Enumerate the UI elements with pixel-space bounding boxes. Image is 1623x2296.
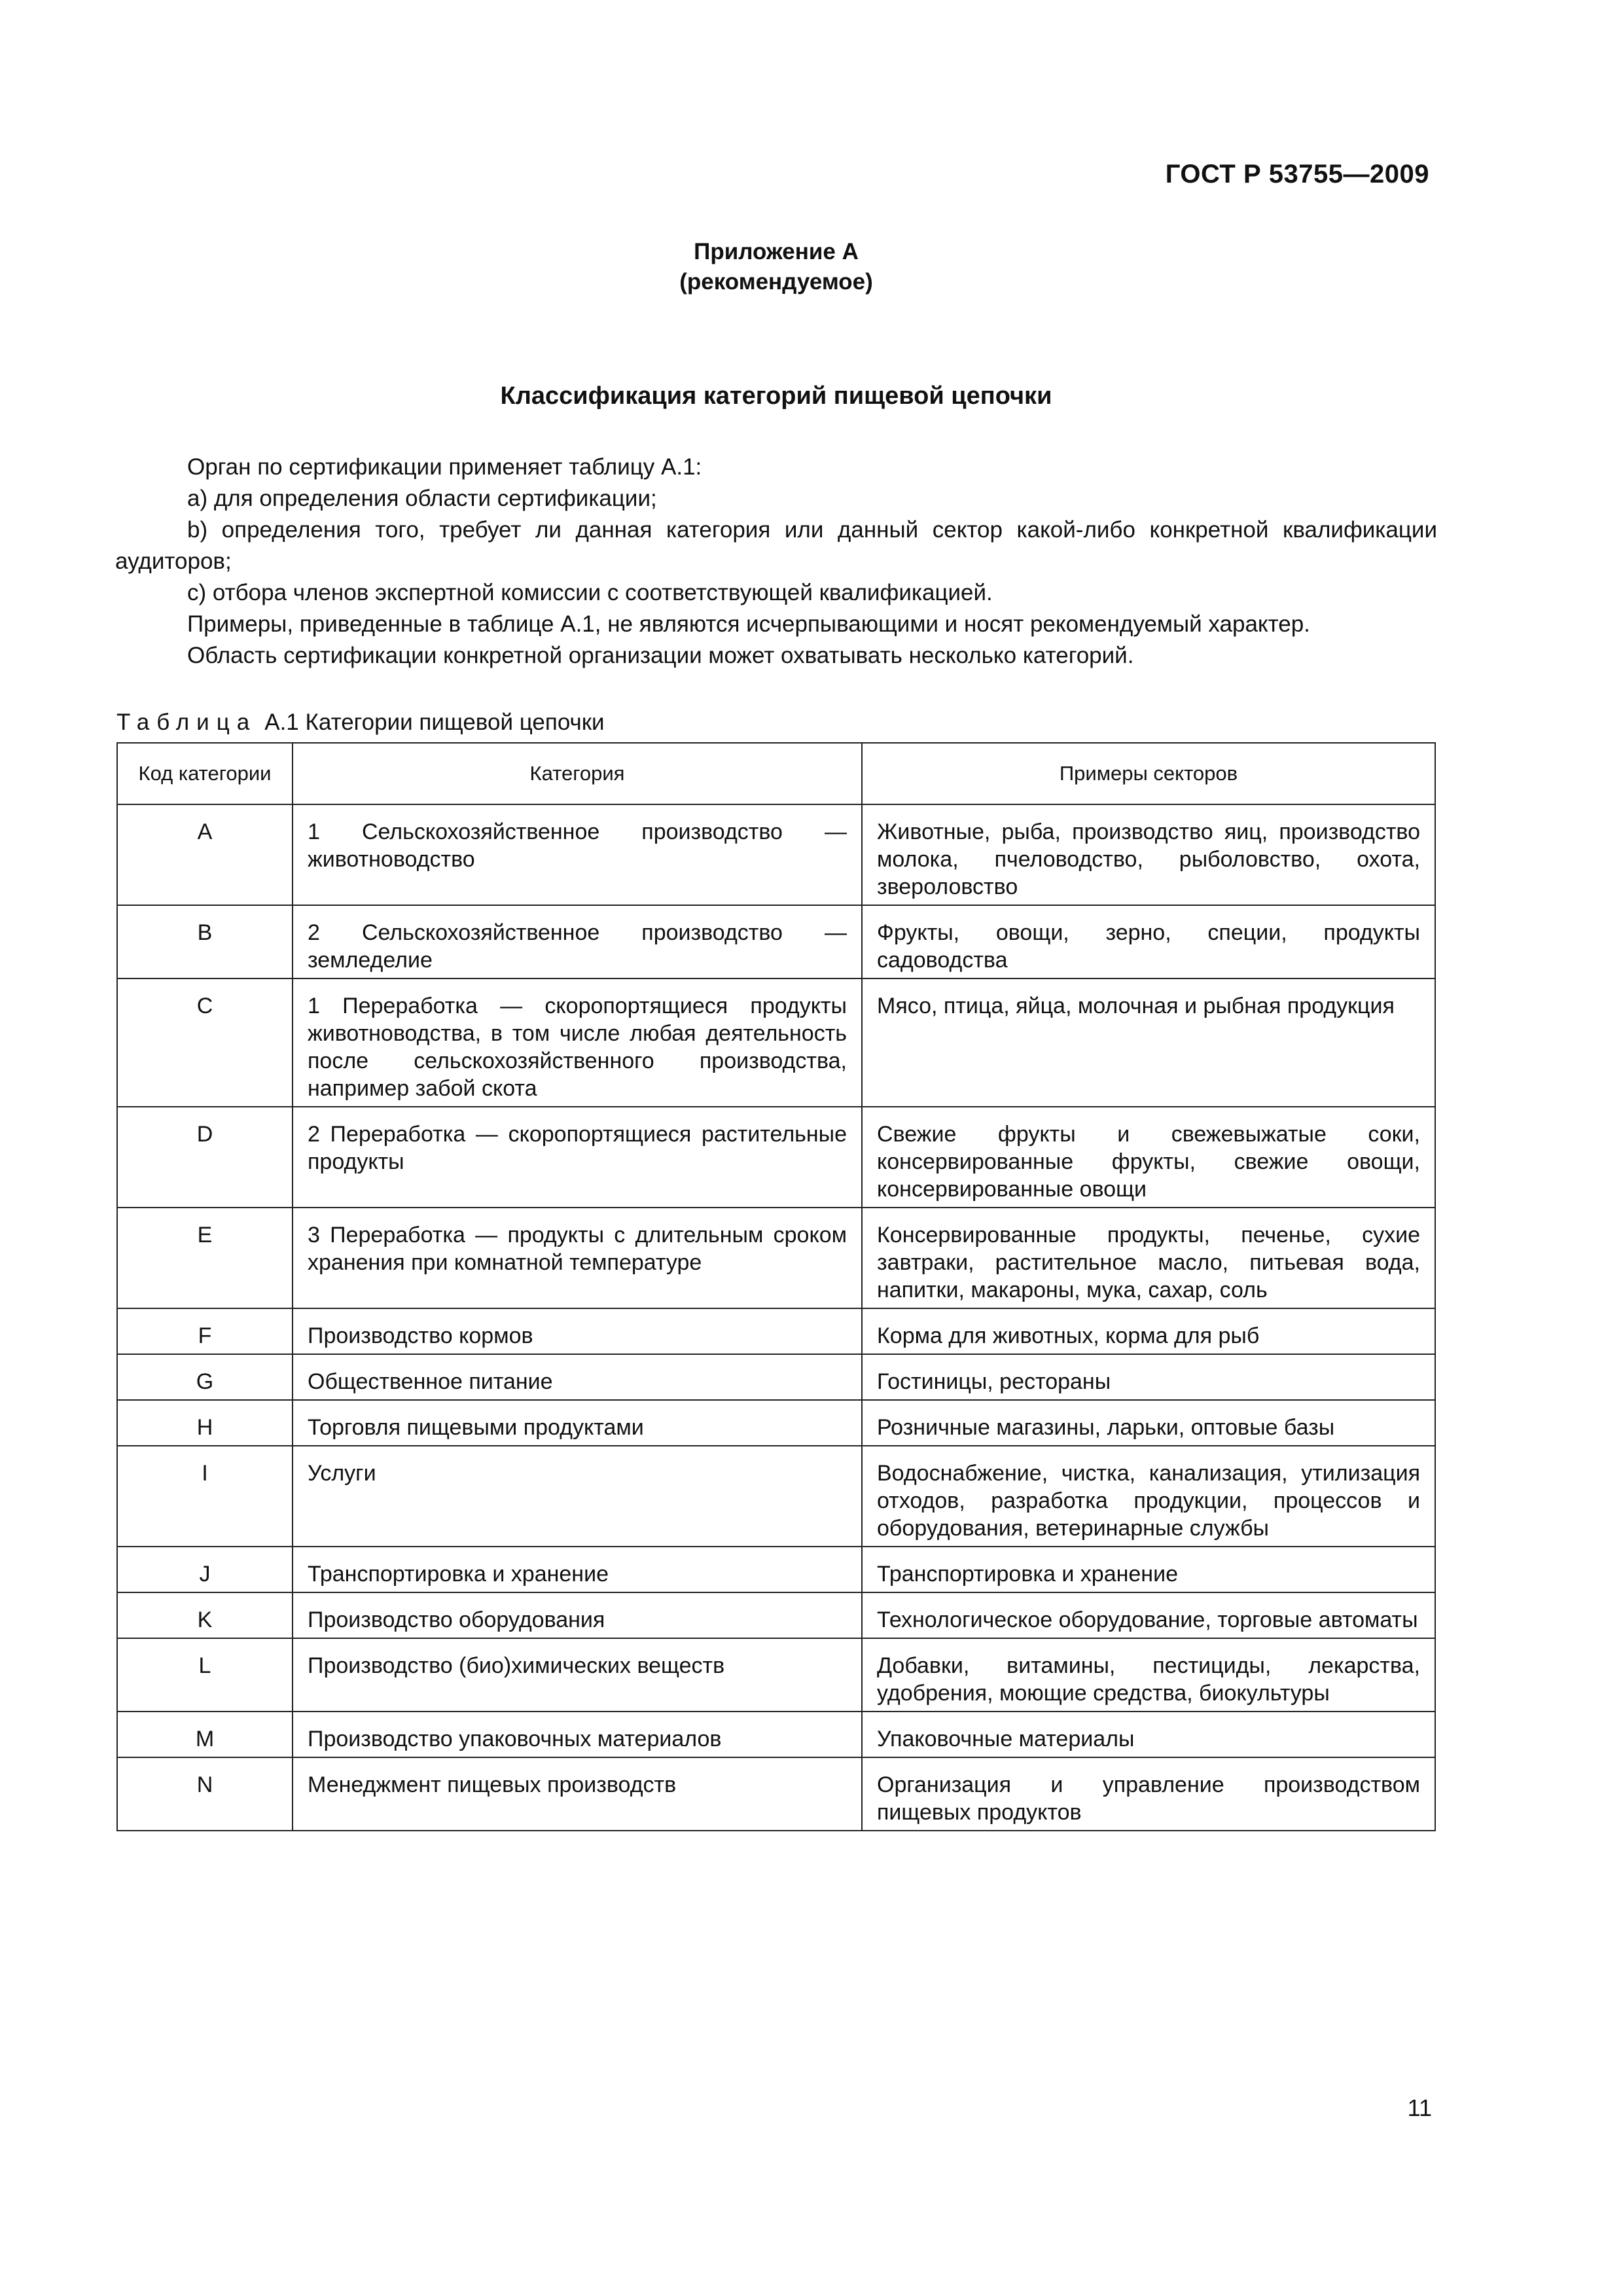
table-row <box>117 1547 1435 1592</box>
intro-item-b: b) определения того, требует ли данная категория или данный сектор какой-либо конкретной квалификации аудиторов; <box>115 517 1437 574</box>
category-code-cell: I <box>117 1446 293 1547</box>
section-title: Классификация категорий пищевой цепочки <box>500 382 1052 410</box>
table-row <box>117 1446 1435 1547</box>
intro-paragraph: Примеры, приведенные в таблице А.1, не являются исчерпывающими и носят рекомендуемый характер. <box>187 611 1310 637</box>
intro-item-a: a) для определения области сертификации; <box>187 486 657 511</box>
table-row <box>117 1638 1435 1712</box>
category-cell: 1 Переработка — скоропортящиеся продукты животноводства, в том числе любая деятельность после сельскохозяйственного производства, например забой скота <box>293 978 862 1107</box>
category-code-cell: E <box>117 1208 293 1308</box>
category-cell: 3 Переработка — продукты с длительным сроком хранения при комнатной температуре <box>293 1208 862 1308</box>
annex-heading <box>0 237 1552 297</box>
category-code-cell: A <box>117 804 293 905</box>
category-cell: Услуги <box>293 1446 862 1547</box>
category-code-cell: J <box>117 1547 293 1592</box>
sector-examples-cell: Фрукты, овощи, зерно, специи, продукты садоводства <box>862 905 1435 978</box>
table-row <box>117 978 1435 1107</box>
sector-examples-cell: Упаковочные материалы <box>862 1712 1435 1757</box>
table-row <box>117 1757 1435 1831</box>
sector-examples-cell: Технологическое оборудование, торговые автоматы <box>862 1592 1435 1638</box>
table-caption-word: Таблица <box>116 709 257 735</box>
category-cell: Производство (био)химических веществ <box>293 1638 862 1712</box>
table-caption-text: А.1 Категории пищевой цепочки <box>264 709 605 735</box>
table-row <box>117 1308 1435 1354</box>
page-number: 11 <box>1407 2094 1432 2121</box>
sector-examples-cell: Мясо, птица, яйца, молочная и рыбная продукция <box>862 978 1435 1107</box>
category-code-cell: N <box>117 1757 293 1831</box>
intro-text <box>115 452 1437 672</box>
category-cell: 2 Переработка — скоропортящиеся растительные продукты <box>293 1107 862 1208</box>
category-cell: Производство кормов <box>293 1308 862 1354</box>
category-code-cell: B <box>117 905 293 978</box>
sector-examples-cell: Водоснабжение, чистка, канализация, утилизация отходов, разработка продукции, процессов и оборудования, ветеринарные службы <box>862 1446 1435 1547</box>
category-cell: Торговля пищевыми продуктами <box>293 1400 862 1446</box>
sector-examples-cell: Корма для животных, корма для рыб <box>862 1308 1435 1354</box>
sector-examples-cell: Гостиницы, рестораны <box>862 1354 1435 1400</box>
category-code-cell: K <box>117 1592 293 1638</box>
annex-status: (рекомендуемое) <box>679 269 873 295</box>
intro-paragraph: Орган по сертификации применяет таблицу А.1: <box>187 454 702 480</box>
table-row <box>117 1712 1435 1757</box>
document-header: ГОСТ Р 53755—2009 <box>1165 160 1429 188</box>
category-cell: 2 Сельскохозяйственное производство — земледелие <box>293 905 862 978</box>
table-header-row <box>117 743 1435 804</box>
table-row <box>117 1107 1435 1208</box>
category-code-cell: H <box>117 1400 293 1446</box>
annex-title: Приложение А <box>694 239 859 264</box>
table-row <box>117 1400 1435 1446</box>
category-cell: Менеджмент пищевых производств <box>293 1757 862 1831</box>
table-caption <box>116 709 605 736</box>
sector-examples-cell: Добавки, витамины, пестициды, лекарства, удобрения, моющие средства, биокультуры <box>862 1638 1435 1712</box>
category-cell: Общественное питание <box>293 1354 862 1400</box>
category-code-cell: L <box>117 1638 293 1712</box>
intro-item-c: c) отбора членов экспертной комиссии с соответствующей квалификацией. <box>187 580 993 605</box>
table-row <box>117 804 1435 905</box>
category-code-cell: C <box>117 978 293 1107</box>
header-category: Категория <box>293 743 862 804</box>
category-cell: Производство упаковочных материалов <box>293 1712 862 1757</box>
table-row <box>117 1354 1435 1400</box>
category-cell: Транспортировка и хранение <box>293 1547 862 1592</box>
table-row <box>117 1208 1435 1308</box>
intro-paragraph: Область сертификации конкретной организации может охватывать несколько категорий. <box>187 643 1134 668</box>
category-cell: 1 Сельскохозяйственное производство — животноводство <box>293 804 862 905</box>
table-row <box>117 1592 1435 1638</box>
category-code-cell: G <box>117 1354 293 1400</box>
sector-examples-cell: Транспортировка и хранение <box>862 1547 1435 1592</box>
sector-examples-cell: Организация и управление производством пищевых продуктов <box>862 1757 1435 1831</box>
food-chain-categories-table <box>116 742 1436 1831</box>
category-code-cell: D <box>117 1107 293 1208</box>
sector-examples-cell: Консервированные продукты, печенье, сухие завтраки, растительное масло, питьевая вода, напитки, макароны, мука, сахар, соль <box>862 1208 1435 1308</box>
header-sector-examples: Примеры секторов <box>862 743 1435 804</box>
sector-examples-cell: Свежие фрукты и свежевыжатые соки, консервированные фрукты, свежие овощи, консервированные овощи <box>862 1107 1435 1208</box>
table-row <box>117 905 1435 978</box>
category-code-cell: M <box>117 1712 293 1757</box>
sector-examples-cell: Животные, рыба, производство яиц, производство молока, пчеловодство, рыболовство, охота, звероловство <box>862 804 1435 905</box>
category-code-cell: F <box>117 1308 293 1354</box>
category-cell: Производство оборудования <box>293 1592 862 1638</box>
header-category-code: Код категории <box>117 743 293 804</box>
sector-examples-cell: Розничные магазины, ларьки, оптовые базы <box>862 1400 1435 1446</box>
